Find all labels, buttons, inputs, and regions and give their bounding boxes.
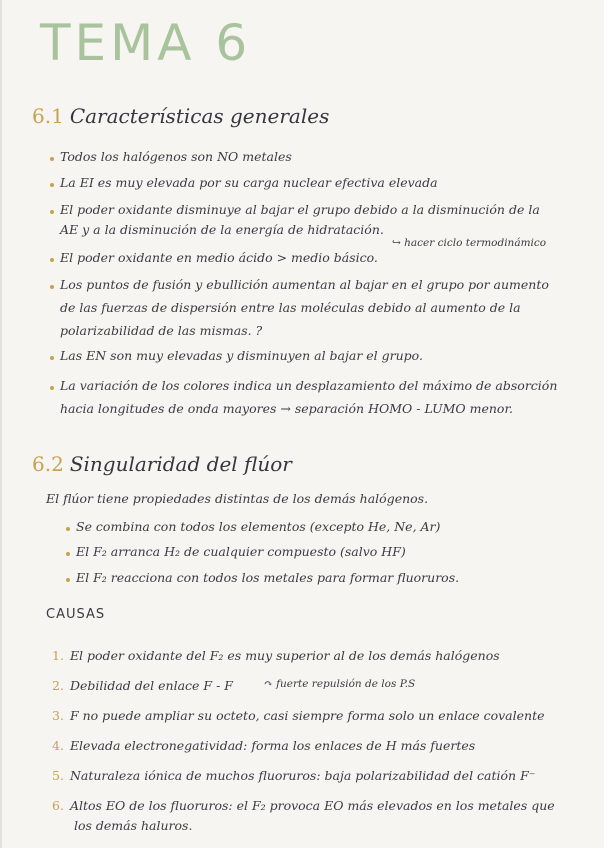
sec1-bullet-3-note-text: hacer ciclo termodinámico [404,237,547,249]
sec1-bullet-5-line-1: Los puntos de fusión y ebullición aumentan al bajar en el grupo por aumento [60,277,549,292]
section-title-text: Singularidad del flúor [69,452,292,476]
bullet-dot [50,183,54,187]
causa-item-4 [52,736,475,756]
causa-text: F no puede ampliar su octeto, casi siempre forma solo un enlace covalente [69,708,545,723]
causa-item-1 [52,646,500,666]
causa-item-5 [52,766,535,786]
bullet-dot [50,356,54,360]
causa-number: 5. [52,768,64,783]
sec1-bullet-7-line-2: hacia longitudes de onda mayores → separación HOMO - LUMO menor. [60,401,514,416]
causa-text: Debilidad del enlace F - F [69,678,233,693]
sec1-bullet-7-line-1: La variación de los colores indica un desplazamiento del máximo de absorción [60,378,558,393]
causa-item-2 [52,676,233,696]
causa-item-6-line-2: los demás haluros. [74,818,193,833]
causa-text: Naturaleza iónica de muchos fluoruros: baja polarizabilidad del catión F⁻ [69,768,536,783]
section-6-2-title [32,452,292,476]
causa-number: 3. [52,708,64,723]
bullet-dot [66,552,70,556]
sec1-bullet-3-note [392,233,546,253]
section-number: 6.2 [32,452,64,476]
causa-text: Elevada electronegatividad: forma los enlaces de H más fuertes [69,738,476,753]
sec1-bullet-4-line-1: El poder oxidante en medio ácido > medio básico. [60,250,378,265]
bullet-dot [50,210,54,214]
section-6-1-title [32,104,329,128]
page-title: TEMA 6 [40,14,252,72]
sec1-bullet-3-line-1: El poder oxidante disminuye al bajar el grupo debido a la disminución de la [60,202,540,217]
causa-number: 1. [52,648,64,663]
curved-arrow-icon: ↷ [264,678,277,690]
sec1-bullet-5-line-3: polarizabilidad de las mismas. ? [60,323,263,338]
section-number: 6.1 [32,104,64,128]
causa-number: 6. [52,798,64,813]
sec2-bullet-1: Se combina con todos los elementos (excepto He, Ne, Ar) [76,519,441,534]
causa-item-6 [52,796,555,816]
sec1-bullet-2-line-1: La EI es muy elevada por su carga nuclear efectiva elevada [60,175,438,190]
causas-heading: CAUSAS [46,607,106,622]
causa-item-2-note [264,674,415,694]
causa-number: 4. [52,738,64,753]
bullet-dot [66,527,70,531]
section-title-text: Características generales [69,104,330,128]
bullet-dot [50,258,54,262]
sec1-bullet-1-line-1: Todos los halógenos son NO metales [60,149,292,164]
sec1-bullet-3-line-2: AE y a la disminución de la energía de hidratación. [60,222,384,237]
bullet-dot [66,578,70,582]
curved-arrow-icon: ↪ [392,237,405,249]
causa-text: El poder oxidante del F₂ es muy superior al de los demás halógenos [69,648,500,663]
sec1-bullet-5-line-2: de las fuerzas de dispersión entre las moléculas debido al aumento de la [60,300,521,315]
sec2-bullet-3: El F₂ reacciona con todos los metales para formar fluoruros. [76,570,460,585]
bullet-dot [50,157,54,161]
sec2-bullet-2: El F₂ arranca H₂ de cualquier compuesto (salvo HF) [76,544,406,559]
causa-item-3 [52,706,545,726]
bullet-dot [50,386,54,390]
causa-text: Altos EO de los fluoruros: el F₂ provoca EO más elevados en los metales que [69,798,555,813]
bullet-dot [50,285,54,289]
causa-number: 2. [52,678,64,693]
sec1-bullet-6-line-1: Las EN son muy elevadas y disminuyen al bajar el grupo. [60,348,423,363]
causa-note-text: fuerte repulsión de los P.S [276,678,416,690]
sec2-intro: El flúor tiene propiedades distintas de los demás halógenos. [46,491,429,506]
